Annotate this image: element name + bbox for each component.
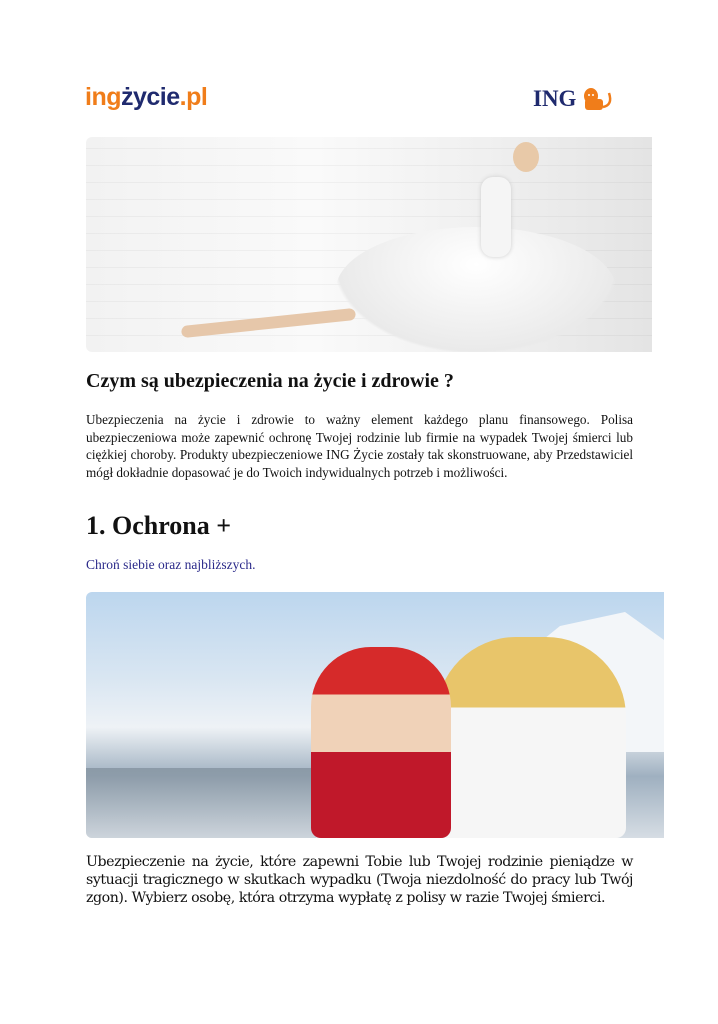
intro-paragraph: Ubezpieczenia na życie i zdrowie to ważny element każdego planu finansowego. Polisa ubezpieczeniowa może zapewnić ochronę Twojej rodzinie lub firmie na wypadek Twojej śmierci lub ciężkiej choroby. Produkty ubezpieczeniowe ING Życie zostały tak skonstruowane, aby Przedstawiciel mógł dokładnie dopasować je do Twoich indywidualnych potrzeb i możliwości. — [86, 412, 633, 480]
ski-family-image — [86, 592, 664, 838]
ing-logo-text: ING — [533, 86, 577, 111]
ochrona-paragraph: Ubezpieczenie na życie, które zapewni Tobie lub Twojej rodzinie pieniądze w sytuacji tragicznego w skutkach wypadku (Twoja niezdolność do pracy lub Twój zgon). Wybierz osobę, która otrzyma wypłatę z polisy w razie Twojej śmierci. — [86, 854, 633, 906]
logo-part-zycie: życie — [121, 83, 180, 111]
ballerina-banner-image — [86, 137, 652, 352]
section-title: Czym są ubezpieczenia na życie i zdrowie ? — [86, 370, 454, 392]
ochrona-subtitle-link[interactable]: Chroń siebie oraz najbliższych. — [86, 557, 256, 572]
ing-logo[interactable] — [533, 86, 615, 112]
logo-part-pl: .pl — [179, 83, 208, 111]
lion-icon — [579, 87, 615, 111]
ochrona-title: 1. Ochrona + — [86, 511, 232, 540]
logo-part-ing: ing — [85, 83, 121, 111]
ingzycie-logo[interactable] — [85, 83, 207, 112]
